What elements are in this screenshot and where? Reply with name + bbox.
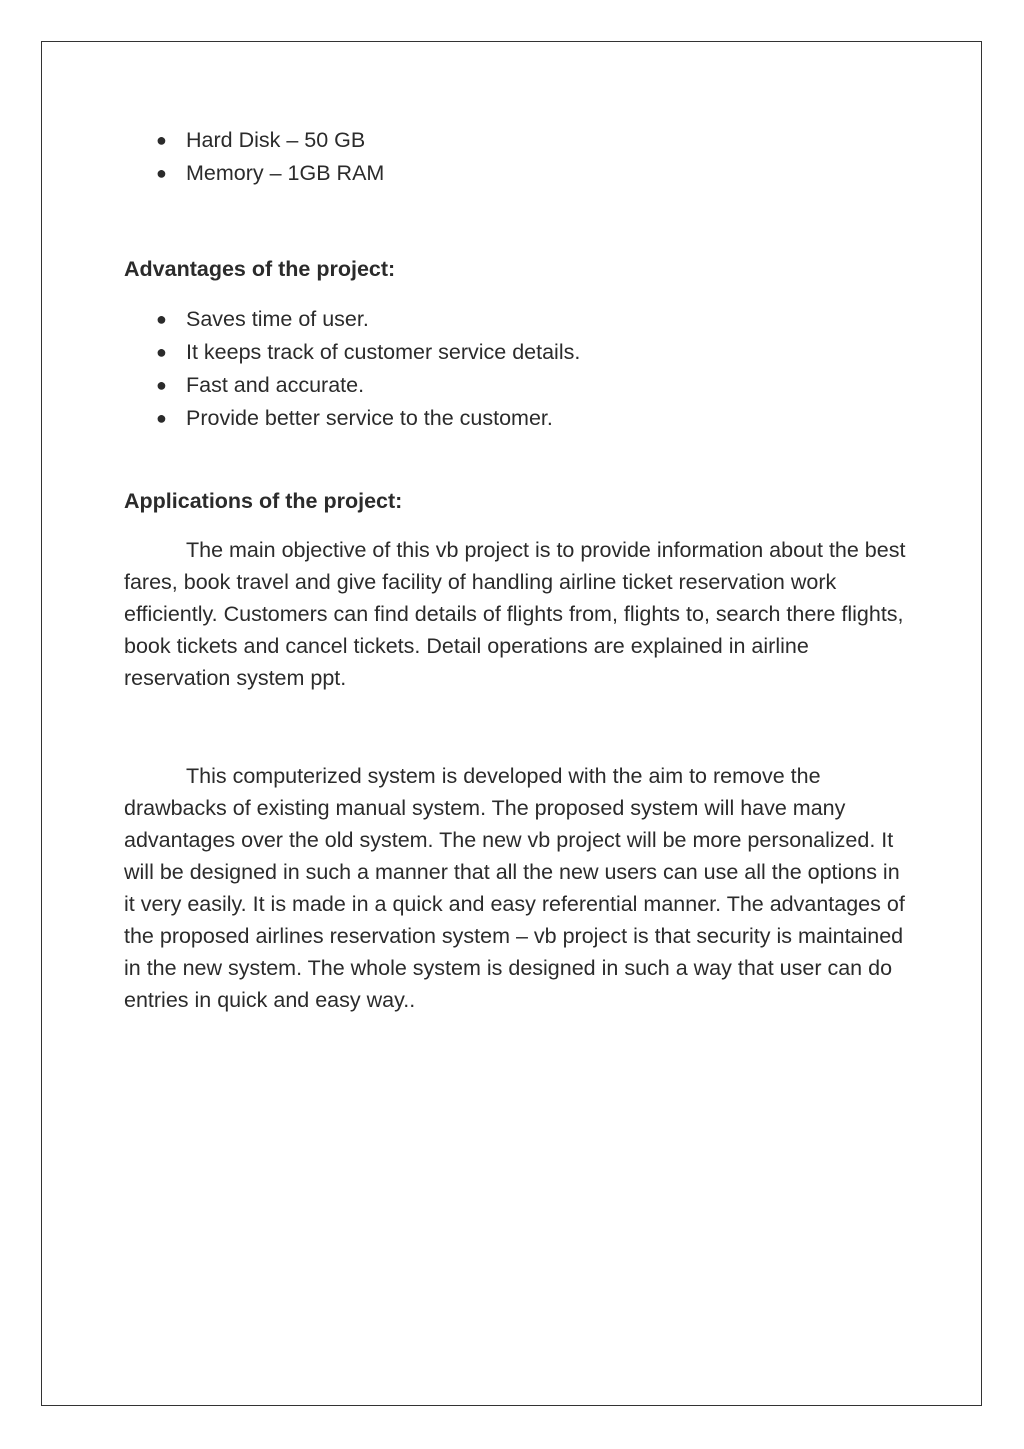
system-paragraph: This computerized system is developed with the aim to remove the drawbacks of existing manual system. The proposed system will have many advantages over the old system. The new vb project will be more personalized. It will be designed in such a manner that all the new users can use all the options in it very easily. It is made in a quick and easy referential manner. The advantages of the proposed airlines reservation system – vb project is that security is maintained in the new system. The whole system is designed in such a way that user can do entries in quick and easy way.. [124,764,905,1012]
hardware-list [124,124,914,190]
bullet-icon: ● [156,163,167,183]
document-content [124,124,914,1016]
bullet-icon: ● [156,342,167,362]
list-item-text: It keeps track of customer service details. [186,340,581,364]
bullet-icon: ● [156,130,167,150]
list-item [124,157,914,190]
list-item-text: Provide better service to the customer. [186,406,553,430]
advantages-heading: Advantages of the project: [124,257,396,281]
list-item-text: Fast and accurate. [186,373,365,397]
applications-paragraph: The main objective of this vb project is to provide information about the best fares, book travel and give facility of handling airline ticket reservation work efficiently. Customers can find details of flights from, flights to, search there flights, book tickets and cancel tickets. Detail operations are explained in airline reservation system ppt. [124,538,906,690]
bullet-icon: ● [156,309,167,329]
list-item [124,124,914,157]
list-item-text: Saves time of user. [186,307,369,331]
list-item [124,369,914,402]
list-item [124,402,914,435]
list-item-text: Hard Disk – 50 GB [186,128,366,152]
bullet-icon: ● [156,408,167,428]
applications-heading: Applications of the project: [124,489,403,513]
list-item-text: Memory – 1GB RAM [186,161,385,185]
list-item [124,303,914,336]
advantages-list [124,303,914,435]
bullet-icon: ● [156,375,167,395]
list-item [124,336,914,369]
